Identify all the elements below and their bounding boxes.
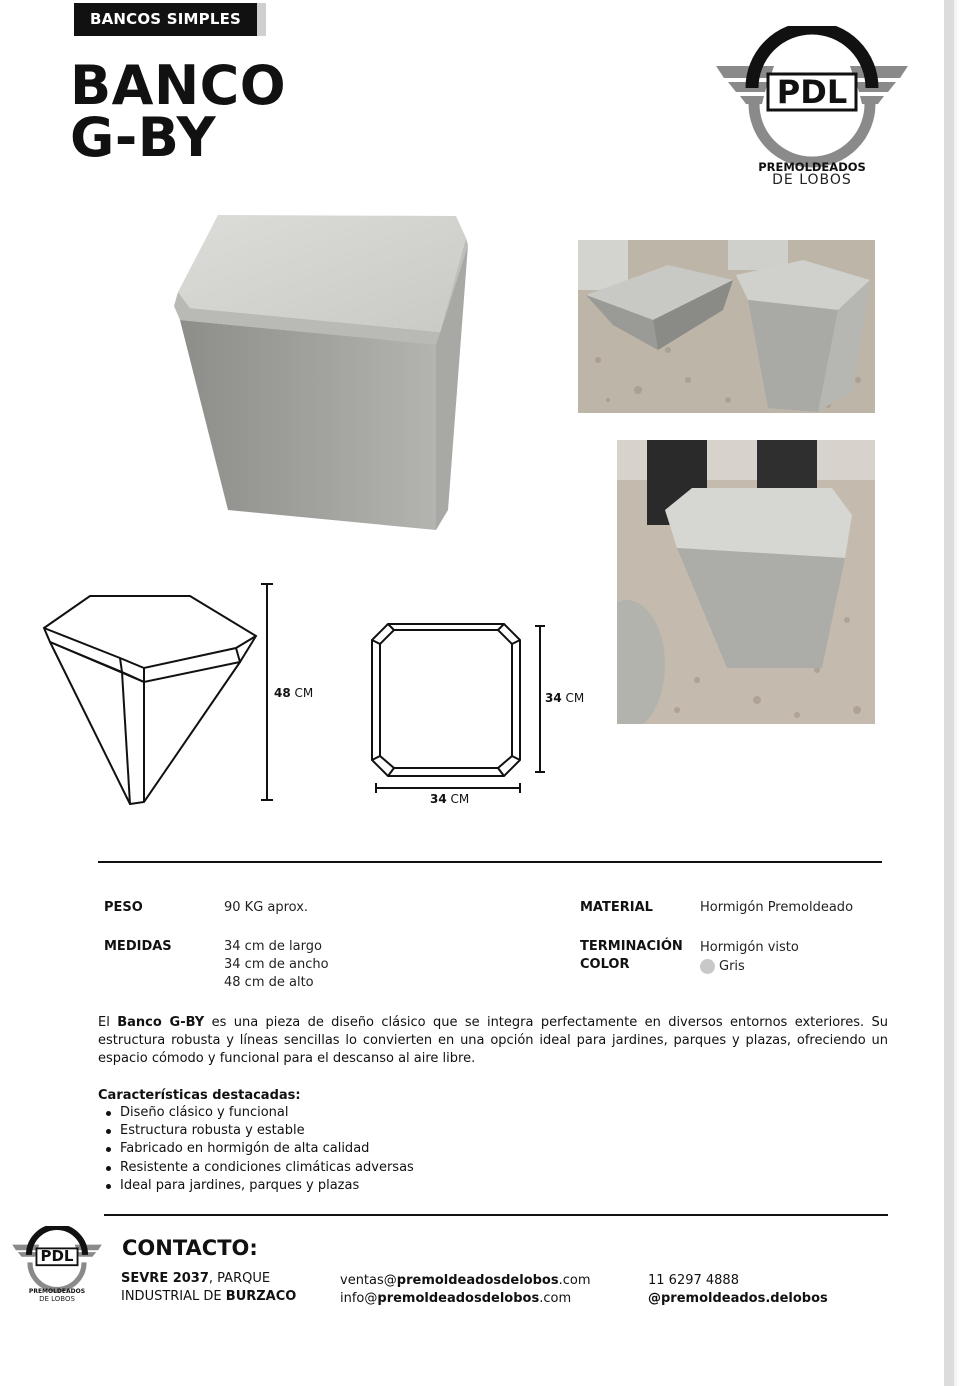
feature-item: Resistente a condiciones climáticas adversas: [98, 1159, 414, 1177]
address-line-2: [121, 1288, 296, 1306]
footer-logo-letters: PDL: [40, 1247, 74, 1265]
logo-name-line-1: PREMOLDEADOS: [758, 160, 866, 174]
height-unit: CM: [294, 686, 314, 700]
social-handle[interactable]: @premoldeados.delobos: [648, 1291, 828, 1306]
weight-value: 90 KG aprox.: [224, 900, 309, 915]
feature-item: Ideal para jardines, parques y plazas: [98, 1177, 414, 1195]
page-edge-shadow: [944, 0, 980, 1386]
finish-label-line-2: COLOR: [580, 957, 630, 972]
measures-label: MEDIDAS: [104, 939, 172, 954]
weight-label: PESO: [104, 900, 143, 915]
finish-label: [580, 938, 683, 974]
email-sales-domain: premoldeadosdelobos: [396, 1273, 559, 1288]
feature-item: Estructura robusta y estable: [98, 1122, 414, 1140]
measure-length: 34 cm de largo: [224, 939, 322, 954]
brand-logo: [712, 26, 912, 191]
technical-drawing-top-view: [366, 620, 556, 810]
features-list: [98, 1104, 414, 1195]
logo-name-line-2: DE LOBOS: [772, 172, 852, 188]
width-unit: CM: [450, 792, 470, 806]
material-value: Hormigón Premoldeado: [700, 900, 854, 915]
contact-title: CONTACTO:: [122, 1236, 258, 1260]
logo-letters: PDL: [776, 73, 848, 111]
measure-height: 48 cm de alto: [224, 975, 314, 990]
title-line-2: G-BY: [70, 106, 217, 169]
measure-width: 34 cm de ancho: [224, 957, 329, 972]
contact-phone-social: [648, 1272, 828, 1308]
description-body: es una pieza de diseño clásico que se integra perfectamente en diversos entornos exteriores. Su estructura robusta y líneas sencillas lo convierten en una opción ideal para jardines, parques y plazas, ofreciendo un espacio cómodo y funcional para el descanso al aire libre.: [98, 1015, 888, 1066]
footer-logo: [10, 1226, 104, 1306]
height-dimension-label: [274, 686, 313, 700]
email-sales-user: ventas@: [340, 1273, 397, 1288]
description-product-name: Banco G-BY: [117, 1015, 205, 1030]
measures-values: [224, 938, 329, 992]
address-street: SEVRE 2037: [121, 1271, 209, 1286]
title-line-1: BANCO: [70, 54, 287, 117]
finish-label-line-1: TERMINACIÓN: [580, 939, 683, 954]
color-swatch: [700, 959, 715, 974]
width-dimension-label: [430, 792, 469, 806]
section-divider-top: [98, 861, 882, 863]
side-dimension-label: [545, 691, 584, 705]
address-rest: , PARQUE: [208, 1271, 271, 1286]
email-info-domain: premoldeadosdelobos: [377, 1291, 540, 1306]
height-value: 48: [274, 686, 291, 700]
contact-emails: [340, 1272, 591, 1308]
phone-number[interactable]: 11 6297 4888: [648, 1273, 739, 1288]
feature-item: Diseño clásico y funcional: [98, 1104, 414, 1122]
material-label: MATERIAL: [580, 900, 653, 915]
address-area: INDUSTRIAL DE: [121, 1289, 226, 1304]
side-unit: CM: [565, 691, 585, 705]
main-product-photo: [168, 210, 474, 540]
color-value: Gris: [719, 959, 745, 974]
technical-drawing-perspective: [40, 580, 280, 810]
address-city: BURZACO: [225, 1289, 297, 1304]
email-info-tld: .com: [539, 1291, 572, 1306]
footer-logo-name-1: PREMOLDEADOS: [28, 1288, 86, 1295]
width-value: 34: [430, 792, 447, 806]
category-tag: BANCOS SIMPLES: [74, 3, 257, 36]
email-sales-link[interactable]: [340, 1272, 591, 1290]
address-line-1: [121, 1270, 296, 1288]
product-photo-pair: [578, 240, 875, 413]
category-tag-accent: [257, 3, 266, 36]
product-description: [98, 1014, 888, 1068]
footer-logo-name-2: DE LOBOS: [39, 1295, 75, 1303]
description-prefix: El: [98, 1015, 118, 1030]
email-info-link[interactable]: [340, 1290, 591, 1308]
finish-value: Hormigón visto: [700, 940, 799, 955]
feature-item: Fabricado en hormigón de alta calidad: [98, 1140, 414, 1158]
page-title: [70, 54, 287, 169]
email-sales-tld: .com: [558, 1273, 591, 1288]
side-value: 34: [545, 691, 562, 705]
features-title: Características destacadas:: [98, 1088, 301, 1103]
contact-address: [121, 1270, 296, 1306]
email-info-user: info@: [340, 1291, 378, 1306]
product-photo-installed: [617, 440, 875, 724]
section-divider-bottom: [104, 1214, 888, 1216]
